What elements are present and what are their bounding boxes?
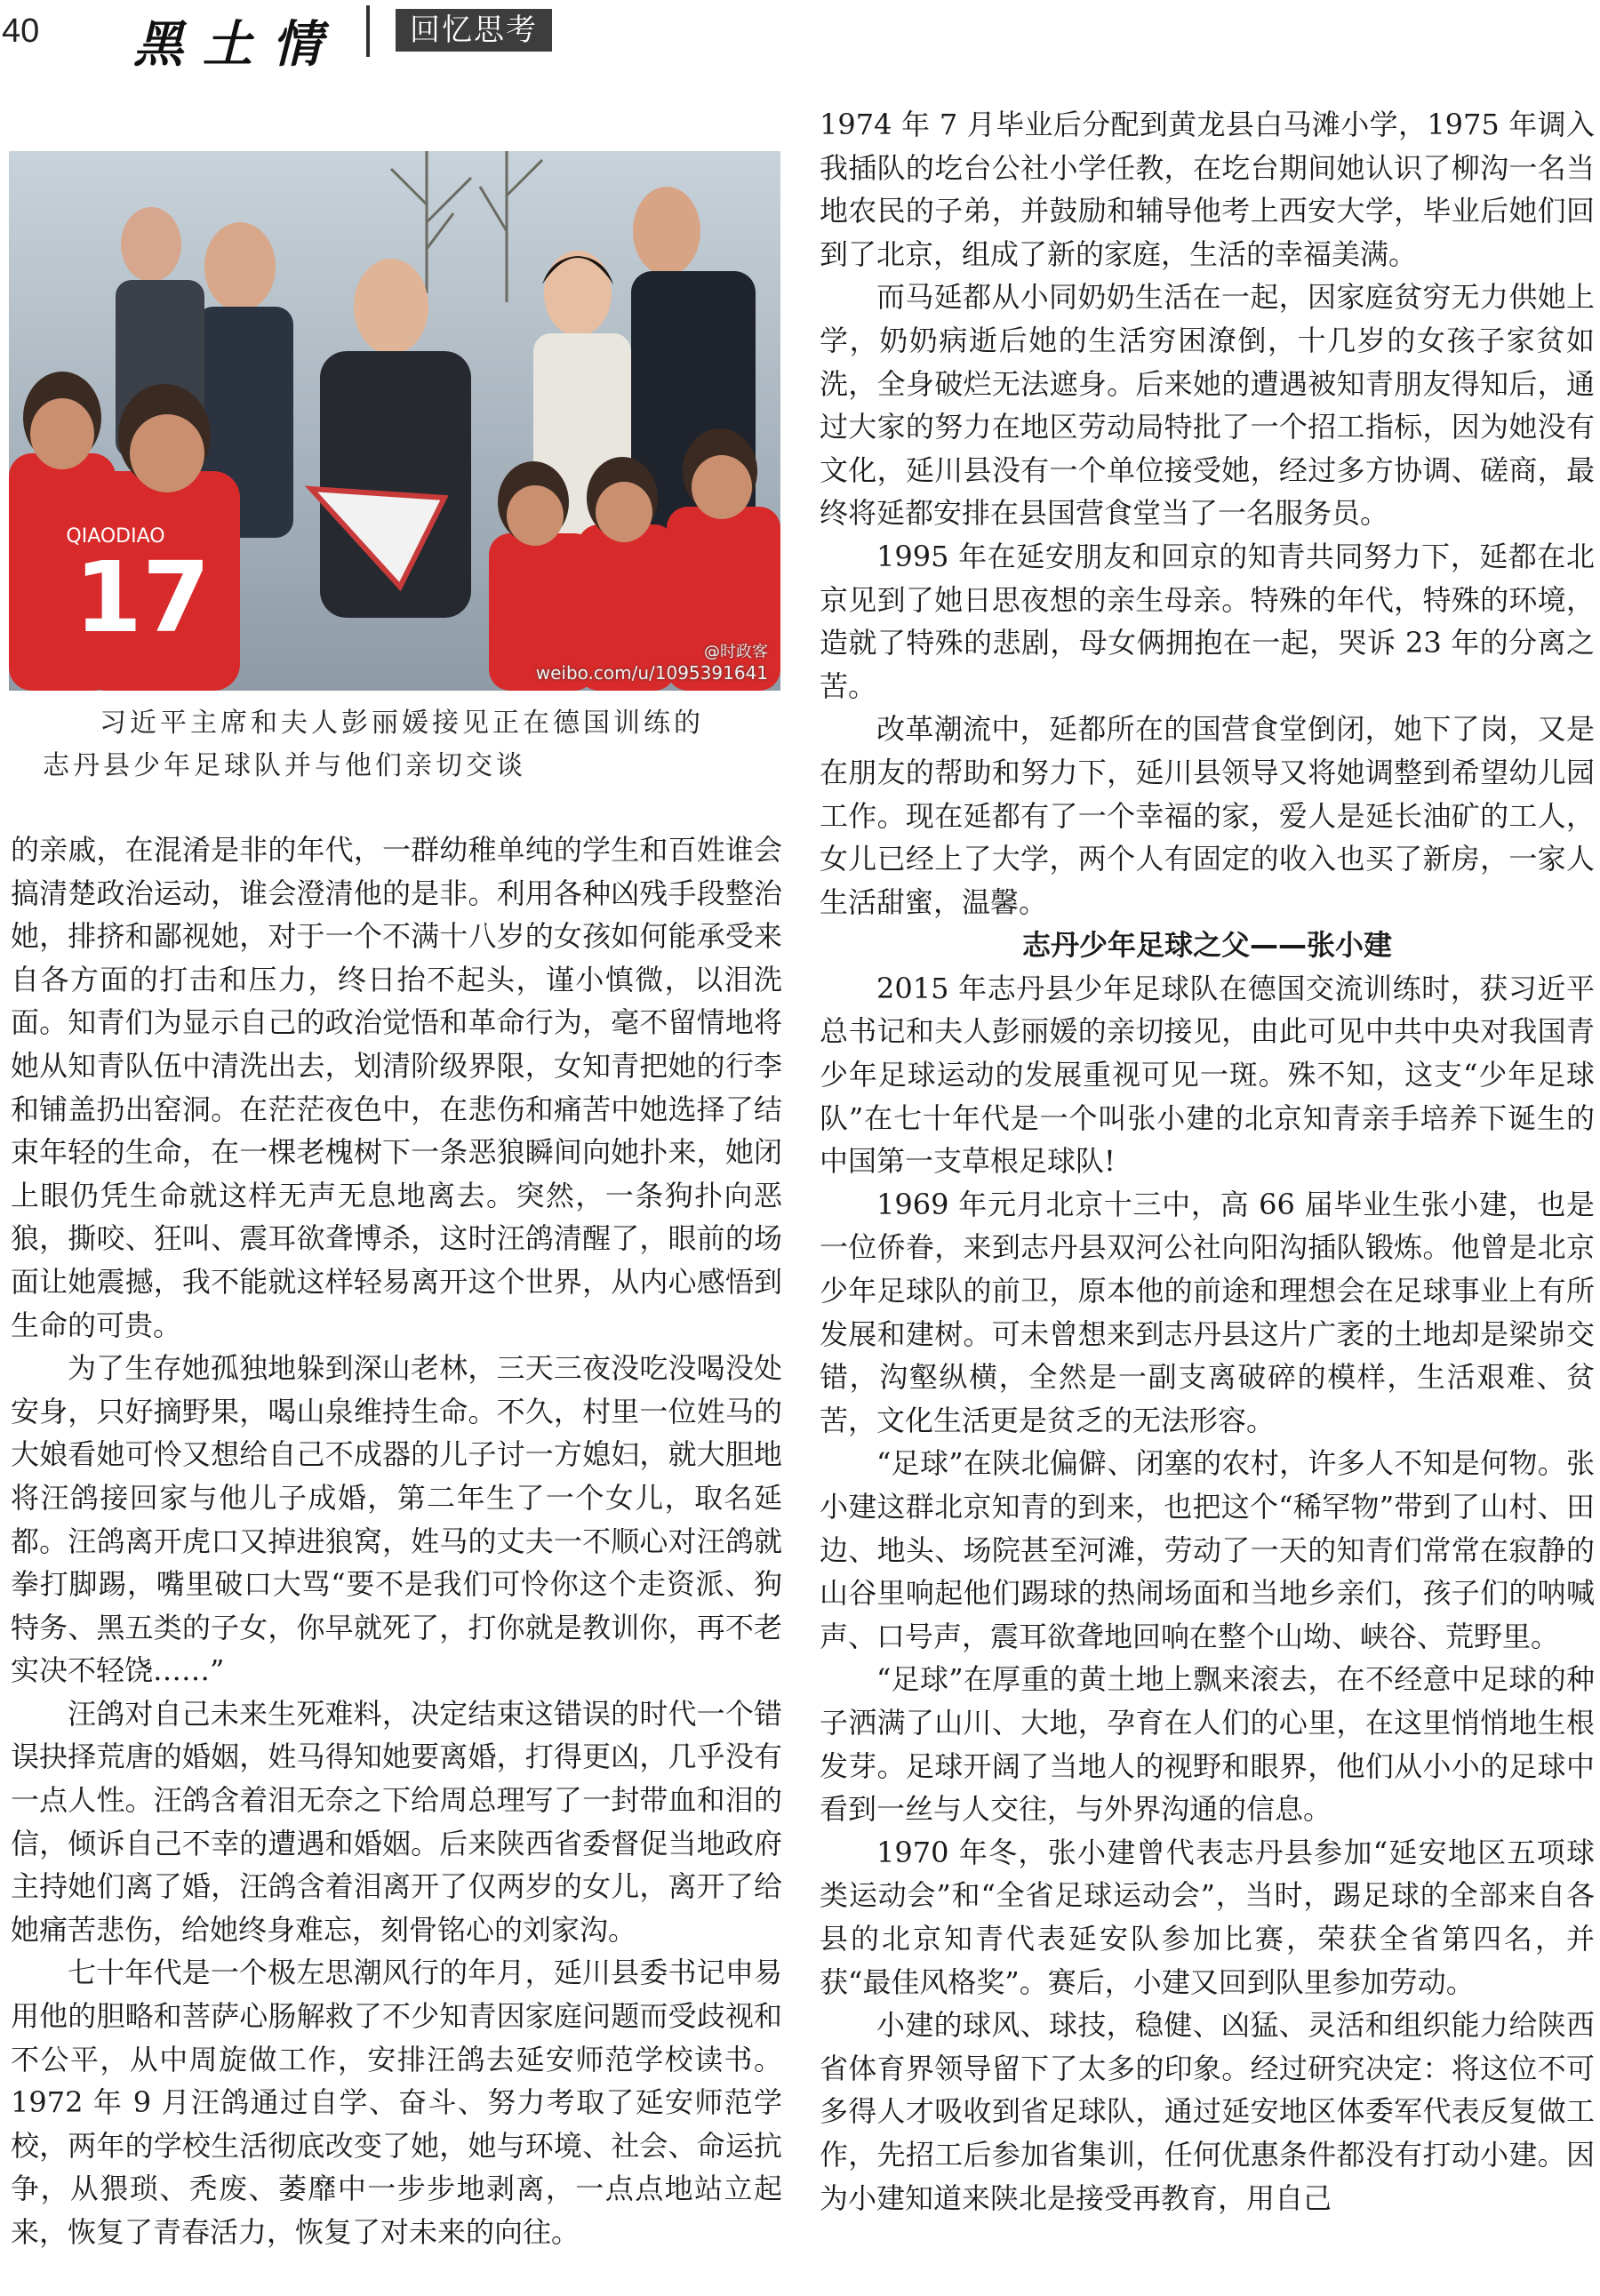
caption-line-1: 习近平主席和夫人彭丽媛接见正在德国训练的: [100, 708, 704, 739]
weibo-watermark: [536, 639, 768, 684]
paragraph: 汪鸽对自己未来生死难料，决定结束这错误的时代一个错误抉择荒唐的婚姻，姓马得知她要离婚，打得更凶，几乎没有一点人性。汪鸽含着泪无奈之下给周总理写了一封带血和泪的信，倾诉自己不幸的遭遇和婚姻。后来陕西省委督促当地政府主持她们离了婚，汪鸽含着泪离开了仅两岁的女儿，离开了给她痛苦悲伤，给她终身难忘，刻骨铭心的刘家沟。: [11, 1696, 782, 1947]
magazine-title: 黑土情: [133, 15, 341, 74]
paragraph: “足球”在陕北偏僻、闭塞的农村，许多人不知是何物。张小建这群北京知青的到来，也把这个“稀罕物”带到了山村、田边、地头、场院甚至河滩，劳动了一天的知青们常常在寂静的山谷里响起他们踢球的热闹场面和当地乡亲们，孩子们的呐喊声、口号声，震耳欲聋地回响在整个山坳、峡谷、荒野里。: [820, 1446, 1595, 1653]
watermark-url: weibo.com/u/1095391641: [535, 662, 768, 684]
paragraph: 改革潮流中，延都所在的国营食堂倒闭，她下了岗，又是在朋友的帮助和努力下，延川县领导又将她调整到希望幼儿园工作。现在延都有了一个幸福的家，爱人是延长油矿的工人，女儿已经上了大学，两个人有固定的收入也买了新房，一家人生活甜蜜，温馨。: [820, 712, 1595, 919]
paragraph: 1969 年元月北京十三中，高 66 届毕业生张小建，也是一位侨眷，来到志丹县双河公社向阳沟插队锻炼。他曾是北京少年足球队的前卫，原本他的前途和理想会在足球事业上有所发展和建树。可未曾想来到志丹县这片广袤的土地却是梁峁交错，沟壑纵横，全然是一副支离破碎的模样，生活艰难、贫苦，文化生活更是贫乏的无法形容。: [820, 1187, 1595, 1437]
paragraph: 1970 年冬，张小建曾代表志丹县参加“延安地区五项球类运动会”和“全省足球运动会”，当时，踢足球的全部来自各县的北京知青代表延安队参加比赛，荣获全省第四名，并获“最佳风格奖”。赛后，小建又回到队里参加劳动。: [820, 1835, 1595, 1999]
paragraph: 小建的球风、球技，稳健、凶猛、灵活和组织能力给陕西省体育界领导留下了太多的印象。经过研究决定：将这位不可多得人才吸收到省足球队，通过延安地区体委军代表反复做工作，先招工后参加省集训，任何优惠条件都没有打动小建。因为小建知道来陕北是接受再教育，用自己: [820, 2008, 1595, 2215]
news-photo: [9, 151, 780, 691]
header-divider: [366, 5, 370, 57]
paragraph: 为了生存她孤独地躲到深山老林，三天三夜没吃没喝没处安身，只好摘野果，喝山泉维持生命。不久，村里一位姓马的大娘看她可怜又想给自己不成器的儿子讨一方媳妇，就大胆地将汪鸽接回家与他儿子成婚，第二年生了一个女儿，取名延都。汪鸽离开虎口又掉进狼窝，姓马的丈夫一不顺心对汪鸽就拳打脚踢，嘴里破口大骂“要不是我们可怜你这个走资派、狗特务、黑五类的子女，你早就死了，打你就是教训你，再不老实决不轻饶……”: [11, 1351, 782, 1688]
paragraph: 而马延都从小同奶奶生活在一起，因家庭贫穷无力供她上学，奶奶病逝后她的生活穷困潦倒，十几岁的女孩子家贫如洗，全身破烂无法遮身。后来她的遭遇被知青朋友得知后，通过大家的努力在地区劳动局特批了一个招工指标，因为她没有文化，延川县没有一个单位接受她，经过多方协调、磋商，最终将延都安排在县国营食堂当了一名服务员。: [820, 280, 1595, 531]
paragraph: 1974 年 7 月毕业后分配到黄龙县白马滩小学，1975 年调入我插队的圪台公社小学任教，在圪台期间她认识了柳沟一名当地农民的子弟，并鼓励和辅导他考上西安大学，毕业后她们回到了北京，组成了新的家庭，生活的幸福美满。: [820, 108, 1595, 271]
watermark-handle: @时政客: [704, 643, 768, 661]
section-heading: 志丹少年足球之父——张小建: [1021, 928, 1392, 963]
photo-caption: [0, 702, 791, 788]
paragraph: 2015 年志丹县少年足球队在德国交流训练时，获习近平总书记和夫人彭丽媛的亲切接见，由此可见中共中央对我国青少年足球运动的发展重视可见一斑。殊不知，这支“少年足球队”在七十年代是一个叫张小建的北京知青亲手培养下诞生的中国第一支草根足球队!: [820, 971, 1595, 1179]
paragraph: “足球”在厚重的黄土地上飘来滚去，在不经意中足球的种子洒满了山川、大地，孕育在人们的心里，在这里悄悄地生根发芽。足球开阔了当地人的视野和眼界，他们从小小的足球中看到一丝与人交往，与外界沟通的信息。: [820, 1662, 1595, 1827]
jersey-text: QIAODIAO: [66, 525, 165, 548]
photo-illustration: [9, 151, 780, 691]
jersey-number: 17: [74, 540, 211, 654]
paragraph: 的亲戚，在混淆是非的年代，一群幼稚单纯的学生和百姓谁会搞清楚政治运动，谁会澄清他的是非。利用各种凶残手段整治她，排挤和鄙视她，对于一个不满十八岁的女孩如何能承受来自各方面的打击和压力，终日抬不起头，谨小慎微，以泪洗面。知青们为显示自己的政治觉悟和革命行为，毫不留情地将她从知青队伍中清洗出去，划清阶级界限，女知青把她的行李和铺盖扔出窑洞。在茫茫夜色中，在悲伤和痛苦中她选择了结束年轻的生命，在一棵老槐树下一条恶狼瞬间向她扑来，她闭上眼仍凭生命就这样无声无息地离去。突然，一条狗扑向恶狼，撕咬、狂叫、震耳欲聋博杀，这时汪鸽清醒了，眼前的场面让她震撼，我不能就这样轻易离开这个世界，从内心感悟到生命的可贵。: [11, 833, 782, 1342]
left-column: [11, 828, 782, 2254]
caption-line-2: 志丹县少年足球队并与他们亲切交谈: [43, 750, 526, 781]
page-number: 40: [2, 12, 40, 50]
section-label: 回忆思考: [396, 9, 552, 52]
paragraph: 七十年代是一个极左思潮风行的年月，延川县委书记申易用他的胆略和菩萨心肠解救了不少知青因家庭问题而受歧视和不公平，从中周旋做工作，安排汪鸽去延安师范学校读书。1972 年 9 月汪鸽通过自学、奋斗、努力考取了延安师范学校，两年的学校生活彻底改变了她，她与环境、社会、命运抗争，从猥琐、秃废、萎靡中一步步地剥离，一点点地站立起来，恢复了青春活力，恢复了对未来的向往。: [11, 1956, 782, 2249]
page-header: [0, 0, 1600, 74]
paragraph: 1995 年在延安朋友和回京的知青共同努力下，延都在北京见到了她日思夜想的亲生母亲。特殊的年代，特殊的环境，造就了特殊的悲剧，母女俩拥抱在一起，哭诉 23 年的分离之苦。: [820, 539, 1595, 703]
right-column: [820, 103, 1595, 2220]
